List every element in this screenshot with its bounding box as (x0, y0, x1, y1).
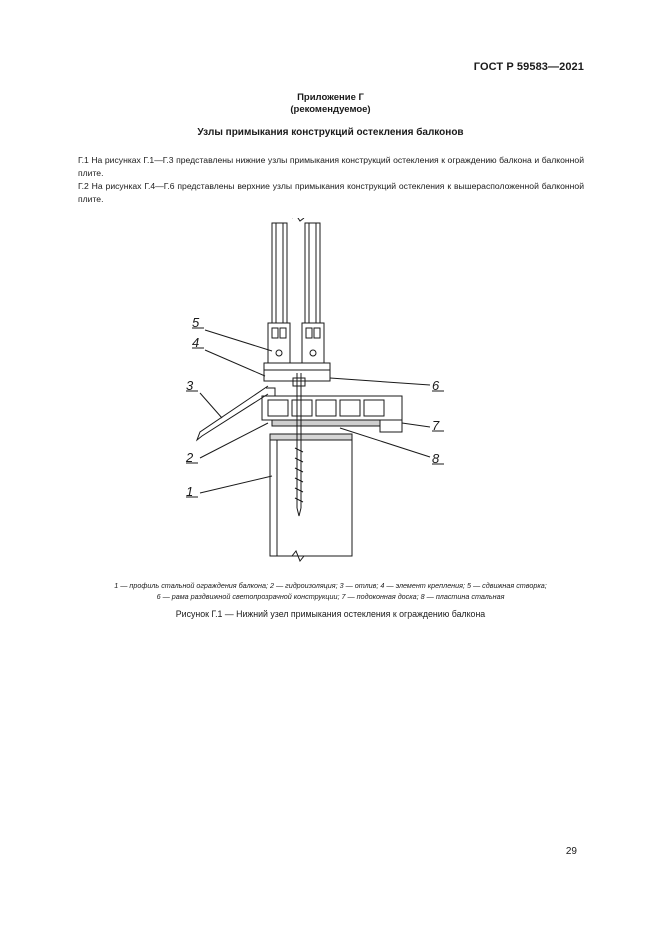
railing-profile (270, 434, 352, 556)
figure-caption: Рисунок Г.1 — Нижний узел примыкания остекления к ограждению балкона (175, 609, 486, 619)
callout-4: 4 (192, 335, 200, 350)
paragraph-g1: Г.1 На рисунках Г.1—Г.3 представлены нижние узлы примыкания конструкций остекления к ограждению балкона и балконной плите. (78, 155, 584, 178)
glazing-frame-left (272, 223, 287, 323)
callout-3: 3 (186, 378, 194, 393)
callout-8: 8 (432, 451, 440, 466)
appendix-title: Узлы примыкания конструкций остекления балконов (197, 127, 464, 138)
appendix-label: Приложение Г (297, 92, 364, 103)
appendix-heading (0, 92, 661, 116)
sliding-sash (268, 323, 324, 363)
figure-legend (0, 580, 661, 602)
callout-6: 6 (432, 378, 440, 393)
page-number: 29 (565, 846, 577, 857)
legend-line-2: 6 — рама раздвижной светопрозрачной конструкции; 7 — подоконная доска; 8 — пластина стальная (156, 592, 505, 601)
document-code: ГОСТ Р 59583—2021 (473, 61, 584, 73)
callout-2: 2 (186, 450, 194, 465)
callout-5: 5 (192, 315, 200, 330)
steel-plate (272, 420, 380, 426)
technical-drawing (180, 218, 460, 563)
paragraph-g2: Г.2 На рисунках Г.4—Г.6 представлены верхние узлы примыкания конструкций остекления к вышерасположенной балконной плите. (78, 181, 584, 204)
legend-line-1: 1 — профиль стальной ограждения балкона; 2 — гидроизоляция; 3 — отлив; 4 — элемент крепления; 5 — сдвижная створка; (114, 581, 547, 590)
fastener-screw (293, 373, 305, 516)
glazing-frame-right (305, 223, 320, 323)
window-board (262, 396, 402, 432)
appendix-status: (рекомендуемое) (290, 104, 371, 115)
drip-sill (197, 386, 268, 440)
callout-1: 1 (186, 484, 194, 499)
callout-7: 7 (432, 418, 440, 433)
